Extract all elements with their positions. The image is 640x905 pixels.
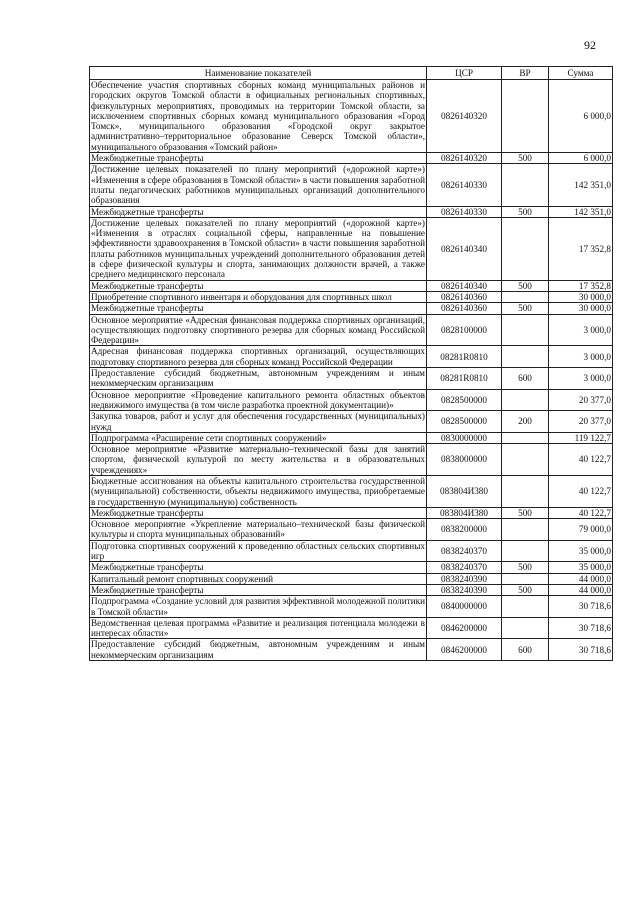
cell-vr — [502, 314, 549, 346]
cell-csr: 0826140320 — [427, 80, 502, 153]
cell-sum: 3 000,0 — [549, 314, 613, 346]
cell-name: Приобретение спортивного инвентаря и оборудования для спортивных школ — [90, 291, 427, 302]
page-number: 92 — [584, 38, 596, 52]
cell-csr: 0828100000 — [427, 314, 502, 346]
cell-vr: 200 — [502, 411, 549, 433]
cell-sum: 30 000,0 — [549, 303, 613, 314]
cell-vr: 600 — [502, 639, 549, 661]
cell-sum: 3 000,0 — [549, 368, 613, 390]
table-row — [90, 507, 613, 518]
cell-name: Подпрограмма «Создание условий для развития эффективной молодежной политики в Томской области» — [91, 596, 425, 617]
table-row — [90, 639, 613, 661]
header-vr: ВР — [502, 67, 549, 80]
cell-name: Обеспечение участия спортивных сборных команд муниципальных районов и городских округов Томской области в официальных региональных спортивных, физкультурных мероприятиях, проводимых на территории Томской области, за исключением спортивных сборных команд муниципального образования «Город Томск», муниципального образования «Городской округ закрытое административно–территориальное образование Северск Томской области», муниципального образования «Томский район» — [91, 80, 425, 152]
cell-sum: 142 351,0 — [549, 206, 613, 217]
cell-vr: 600 — [502, 368, 549, 390]
cell-name: Межбюджетные трансферты — [90, 206, 427, 217]
table-row — [90, 368, 613, 390]
cell-csr: 0826140340 — [427, 217, 502, 280]
table-row — [90, 432, 613, 443]
table-row — [90, 164, 613, 206]
cell-name: Бюджетные ассигнования на объекты капитального строительства государственной (муниципальной) собственности, объекты недвижимого имущества, приобретаемые в государственную (муниципальную) собственность — [91, 475, 425, 507]
table-row — [90, 584, 613, 595]
header-name: Наименование показателей — [90, 67, 427, 80]
table-row — [90, 217, 613, 280]
cell-csr: 0826140320 — [427, 153, 502, 164]
cell-vr: 500 — [502, 153, 549, 164]
cell-name: Достижение целевых показателей по плану мероприятий («дорожной карте») «Изменения в отраслях социальной сферы, направленные на повышение эффективности здравоохранения в Томской области» в части повышения заработной платы работников муниципальных учреждений дополнительного образования детей в сфере физической культуры и спорта, занимающих должности врачей, а также среднего медицинского персонала — [91, 217, 425, 280]
cell-csr: 0830000000 — [427, 432, 502, 443]
table-row — [90, 519, 613, 541]
table-row — [90, 444, 613, 476]
cell-name: Предоставление субсидий бюджетным, автономным учреждениям и иным некоммерческим организациям — [91, 639, 425, 660]
cell-csr: 0826140360 — [427, 303, 502, 314]
cell-name: Межбюджетные трансферты — [90, 303, 427, 314]
cell-csr: 0828500000 — [427, 411, 502, 433]
cell-name: Капитальный ремонт спортивных сооружений — [90, 573, 427, 584]
table-header-row — [90, 67, 613, 80]
cell-name: Межбюджетные трансферты — [90, 584, 427, 595]
cell-csr: 0828500000 — [427, 389, 502, 411]
cell-name: Подпрограмма «Расширение сети спортивных сооружений» — [90, 432, 427, 443]
cell-csr: 0826140330 — [427, 164, 502, 206]
cell-vr — [502, 164, 549, 206]
cell-vr — [502, 573, 549, 584]
cell-sum: 30 718,6 — [549, 596, 613, 618]
cell-vr: 500 — [502, 206, 549, 217]
cell-vr — [502, 432, 549, 443]
cell-vr — [502, 519, 549, 541]
budget-table — [89, 66, 613, 661]
cell-csr: 0838240390 — [427, 573, 502, 584]
table-row — [90, 389, 613, 411]
cell-sum: 142 351,0 — [549, 164, 613, 206]
cell-csr: 0846200000 — [427, 617, 502, 639]
cell-name: Межбюджетные трансферты — [90, 562, 427, 573]
table-row — [90, 314, 613, 346]
cell-vr: 500 — [502, 562, 549, 573]
cell-sum: 6 000,0 — [549, 153, 613, 164]
table-row — [90, 573, 613, 584]
cell-vr: 500 — [502, 280, 549, 291]
cell-vr: 500 — [502, 303, 549, 314]
cell-vr — [502, 389, 549, 411]
table-row — [90, 153, 613, 164]
cell-name: Основное мероприятие «Укрепление материально–технической базы физической культуры и спорта муниципальных образований» — [91, 519, 425, 540]
cell-sum: 44 000,0 — [549, 573, 613, 584]
table-row — [90, 80, 613, 153]
cell-sum: 17 352,8 — [549, 280, 613, 291]
cell-sum: 35 000,0 — [549, 562, 613, 573]
cell-sum: 40 122,7 — [549, 507, 613, 518]
cell-vr — [502, 80, 549, 153]
header-csr: ЦСР — [427, 67, 502, 80]
cell-csr: 0826140340 — [427, 280, 502, 291]
cell-vr: 500 — [502, 507, 549, 518]
cell-name: Межбюджетные трансферты — [90, 280, 427, 291]
cell-sum: 119 122,7 — [549, 432, 613, 443]
cell-sum: 17 352,8 — [549, 217, 613, 280]
cell-sum: 40 122,7 — [549, 475, 613, 507]
table-row — [90, 540, 613, 562]
cell-sum: 30 718,6 — [549, 639, 613, 661]
table-row — [90, 206, 613, 217]
cell-name: Достижение целевых показателей по плану мероприятий («дорожной карте») «Изменения в сфере образования в Томской области» в части повышения заработной платы педагогических работников муниципальных организаций дополнительного образования — [91, 164, 425, 206]
cell-csr: 0838200000 — [427, 519, 502, 541]
cell-name: Основное мероприятие «Проведение капитального ремонта областных объектов недвижимого имущества (в том числе разработка проектной документации)» — [91, 389, 425, 410]
cell-sum: 30 000,0 — [549, 291, 613, 302]
table-row — [90, 303, 613, 314]
cell-vr — [502, 540, 549, 562]
cell-vr — [502, 291, 549, 302]
cell-vr — [502, 444, 549, 476]
cell-name: Адресная финансовая поддержка спортивных организаций, осуществляющих подготовку спортивного резерва для сборных команд Российской Федерации — [91, 346, 425, 367]
cell-name: Основное мероприятие «Развитие материально–технической базы для занятий спортом, физической культурой по месту жительства и в образовательных учреждениях» — [91, 444, 425, 475]
cell-sum: 3 000,0 — [549, 346, 613, 368]
cell-csr: 083804И380 — [427, 475, 502, 507]
table-row — [90, 562, 613, 573]
cell-name: Предоставление субсидий бюджетным, автономным учреждениям и иным некоммерческим организациям — [91, 368, 425, 389]
table-row — [90, 346, 613, 368]
cell-sum: 6 000,0 — [549, 80, 613, 153]
cell-sum: 30 718,6 — [549, 617, 613, 639]
cell-sum: 79 000,0 — [549, 519, 613, 541]
cell-csr: 0838240390 — [427, 584, 502, 595]
cell-csr: 08281R0810 — [427, 368, 502, 390]
table-row — [90, 596, 613, 618]
cell-name: Ведомственная целевая программа «Развитие и реализация потенциала молодежи в интересах области» — [91, 617, 425, 639]
cell-name: Межбюджетные трансферты — [90, 507, 427, 518]
cell-vr — [502, 617, 549, 639]
cell-vr — [502, 346, 549, 368]
cell-csr: 0846200000 — [427, 639, 502, 661]
cell-name: Межбюджетные трансферты — [90, 153, 427, 164]
cell-csr: 0838000000 — [427, 444, 502, 476]
table-row — [90, 617, 613, 639]
cell-sum: 35 000,0 — [549, 540, 613, 562]
cell-name: Основное мероприятие «Адресная финансовая поддержка спортивных организаций, осуществляющих подготовку спортивного резерва для сборных команд Российской Федерации» — [91, 314, 425, 346]
table-row — [90, 411, 613, 433]
cell-vr — [502, 596, 549, 618]
cell-vr — [502, 475, 549, 507]
table-row — [90, 280, 613, 291]
cell-sum: 20 377,0 — [549, 411, 613, 433]
cell-csr: 08281R0810 — [427, 346, 502, 368]
table-row — [90, 291, 613, 302]
cell-csr: 0838240370 — [427, 540, 502, 562]
cell-sum: 20 377,0 — [549, 389, 613, 411]
cell-name: Закупка товаров, работ и услуг для обеспечения государственных (муниципальных) нужд — [91, 411, 425, 432]
cell-sum: 44 000,0 — [549, 584, 613, 595]
cell-csr: 083804И380 — [427, 507, 502, 518]
cell-vr — [502, 217, 549, 280]
cell-sum: 40 122,7 — [549, 444, 613, 476]
header-sum: Сумма — [549, 67, 613, 80]
cell-name: Подготовка спортивных сооружений к проведению областных сельских спортивных игр — [91, 540, 425, 562]
cell-csr: 0840000000 — [427, 596, 502, 618]
cell-csr: 0826140330 — [427, 206, 502, 217]
cell-csr: 0838240370 — [427, 562, 502, 573]
table-row — [90, 475, 613, 507]
cell-csr: 0826140360 — [427, 291, 502, 302]
cell-vr: 500 — [502, 584, 549, 595]
